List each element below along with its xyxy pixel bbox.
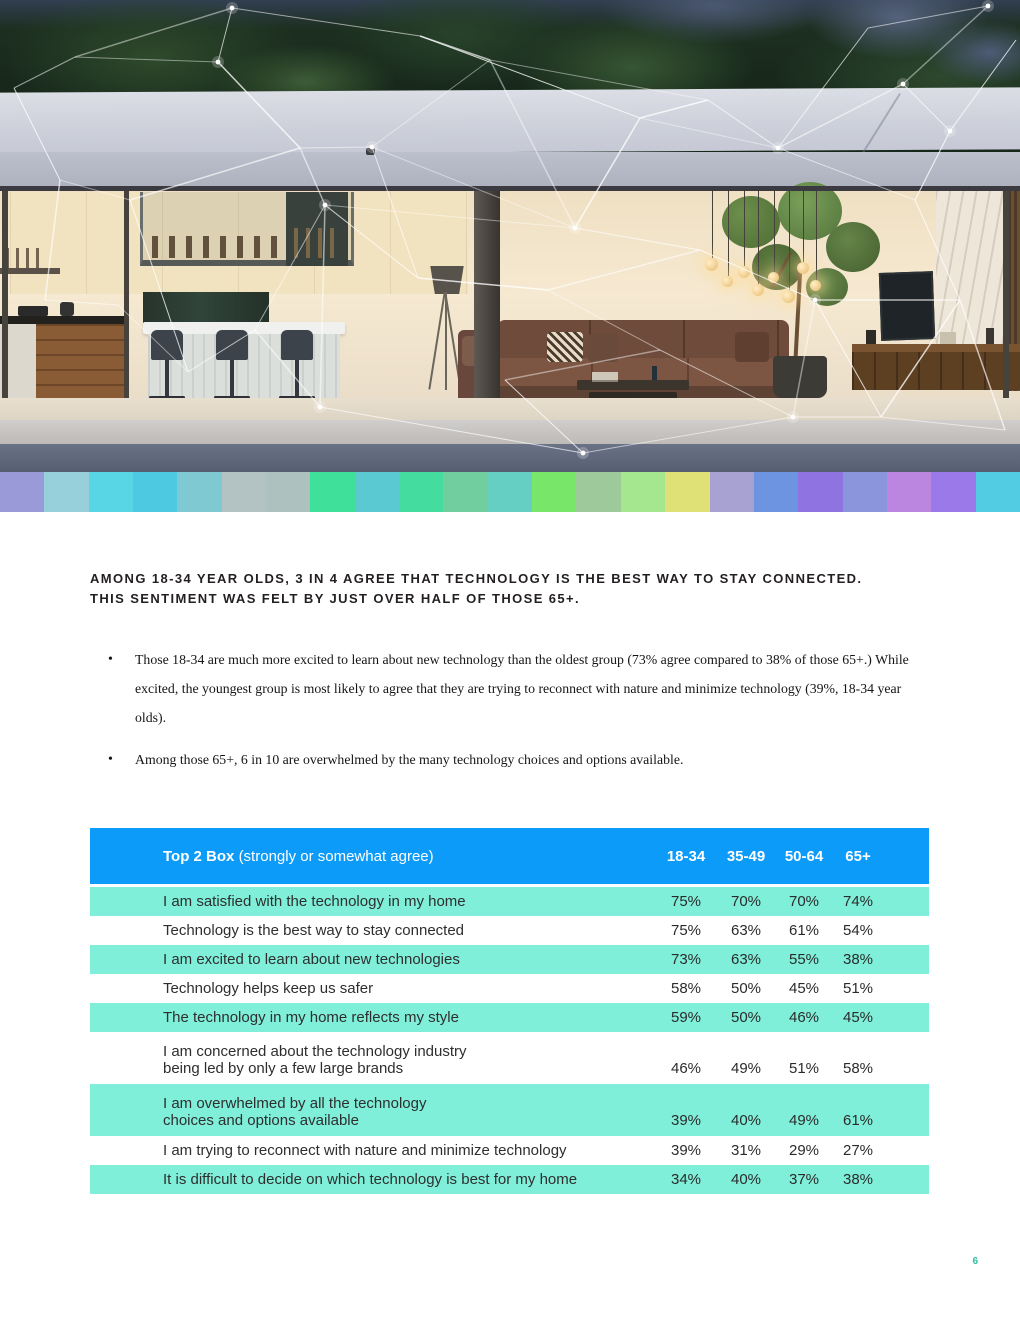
page-number: 6 <box>972 1256 978 1267</box>
palette-swatch <box>798 472 842 512</box>
row-label: I am excited to learn about new technologies <box>163 951 460 968</box>
value-cell: 61% <box>788 922 820 939</box>
row-label: Technology helps keep us safer <box>163 980 374 997</box>
value-cell: 73% <box>670 951 702 968</box>
value-cell: 51% <box>842 980 874 997</box>
value-cell: 38% <box>842 1171 874 1188</box>
value-cell: 51% <box>788 1060 820 1077</box>
value-cell: 50% <box>730 1009 762 1026</box>
column-header: 65+ <box>845 847 871 865</box>
value-cell: 39% <box>670 1112 702 1129</box>
palette-swatch <box>488 472 532 512</box>
palette-swatch <box>355 472 399 512</box>
value-cell: 45% <box>842 1009 874 1026</box>
network-overlay-graphic <box>0 0 1020 472</box>
value-cell: 58% <box>842 1060 874 1077</box>
table-row <box>90 1165 929 1194</box>
value-cell: 58% <box>670 980 702 997</box>
table-row <box>90 1003 929 1032</box>
palette-swatch <box>532 472 576 512</box>
value-cell: 45% <box>788 980 820 997</box>
palette-swatch <box>976 472 1020 512</box>
value-cell: 75% <box>670 893 702 910</box>
bullet-item: • Those 18-34 are much more excited to learn about new technology than the oldest group (73% agree compared to 38% of those 65+.) While excited, the youngest group is most likely to agree that they are trying to reconnect with nature and minimize technology (39%, 18-34 year olds). <box>90 645 930 732</box>
row-label: It is difficult to decide on which technology is best for my home <box>163 1171 578 1188</box>
page-title <box>90 569 930 609</box>
row-label: I am trying to reconnect with nature and minimize technology <box>163 1142 567 1159</box>
value-cell: 59% <box>670 1009 702 1026</box>
palette-swatch <box>754 472 798 512</box>
table-row <box>90 916 929 945</box>
palette-swatch <box>576 472 620 512</box>
palette-swatch <box>222 472 266 512</box>
value-cell: 40% <box>730 1171 762 1188</box>
palette-swatch <box>887 472 931 512</box>
value-cell: 49% <box>730 1060 762 1077</box>
value-cell: 54% <box>842 922 874 939</box>
value-cell: 63% <box>730 951 762 968</box>
palette-swatch <box>266 472 310 512</box>
value-cell: 70% <box>788 893 820 910</box>
table-row <box>90 974 929 1003</box>
column-headers <box>656 848 884 865</box>
row-label: The technology in my home reflects my style <box>163 1009 459 1026</box>
heading-line-1: AMONG 18-34 YEAR OLDS, 3 IN 4 AGREE THAT TECHNOLOGY IS THE BEST WAY TO STAY CONNECTED. <box>90 571 863 586</box>
color-strip <box>0 472 1020 512</box>
table-title <box>90 848 656 865</box>
palette-swatch <box>44 472 88 512</box>
palette-swatch <box>133 472 177 512</box>
value-cell: 34% <box>670 1171 702 1188</box>
value-cell: 55% <box>788 951 820 968</box>
table-row <box>90 945 929 974</box>
table-row <box>90 1136 929 1165</box>
palette-swatch <box>310 472 354 512</box>
row-label: I am concerned about the technology industry being led by only a few large brands <box>163 1043 467 1077</box>
value-cell: 63% <box>730 922 762 939</box>
table-title-bold: Top 2 Box <box>163 847 235 865</box>
value-cell: 38% <box>842 951 874 968</box>
palette-swatch <box>177 472 221 512</box>
bullet-list <box>90 645 930 774</box>
value-cell: 61% <box>842 1112 874 1129</box>
palette-swatch <box>443 472 487 512</box>
row-label: I am satisfied with the technology in my home <box>163 893 466 910</box>
hero-image <box>0 0 1020 472</box>
palette-swatch <box>843 472 887 512</box>
value-cell: 39% <box>670 1142 702 1159</box>
top2box-table <box>90 828 929 1194</box>
table-title-note: (strongly or somewhat agree) <box>238 847 434 865</box>
value-cell: 37% <box>788 1171 820 1188</box>
value-cell: 46% <box>788 1009 820 1026</box>
value-cell: 75% <box>670 922 702 939</box>
value-cell: 31% <box>730 1142 762 1159</box>
row-label: I am overwhelmed by all the technology choices and options available <box>163 1095 427 1129</box>
value-cell: 70% <box>730 893 762 910</box>
table-row <box>90 887 929 916</box>
row-label: Technology is the best way to stay connected <box>163 922 465 939</box>
column-header: 18-34 <box>666 847 706 865</box>
value-cell: 40% <box>730 1112 762 1129</box>
value-cell: 49% <box>788 1112 820 1129</box>
value-cell: 29% <box>788 1142 820 1159</box>
column-header: 50-64 <box>784 847 824 865</box>
table-row <box>90 1084 929 1136</box>
palette-swatch <box>89 472 133 512</box>
bullet-item: • Among those 65+, 6 in 10 are overwhelmed by the many technology choices and options available. <box>90 745 930 774</box>
table-body <box>90 887 929 1194</box>
palette-swatch <box>0 472 44 512</box>
value-cell: 27% <box>842 1142 874 1159</box>
palette-swatch <box>399 472 443 512</box>
palette-swatch <box>665 472 709 512</box>
value-cell: 74% <box>842 893 874 910</box>
palette-swatch <box>621 472 665 512</box>
heading-line-2: THIS SENTIMENT WAS FELT BY JUST OVER HALF OF THOSE 65+. <box>90 591 581 606</box>
value-cell: 50% <box>730 980 762 997</box>
value-cell: 46% <box>670 1060 702 1077</box>
palette-swatch <box>710 472 754 512</box>
table-row <box>90 1032 929 1084</box>
table-header <box>90 828 929 884</box>
palette-swatch <box>931 472 975 512</box>
column-header: 35-49 <box>726 847 766 865</box>
